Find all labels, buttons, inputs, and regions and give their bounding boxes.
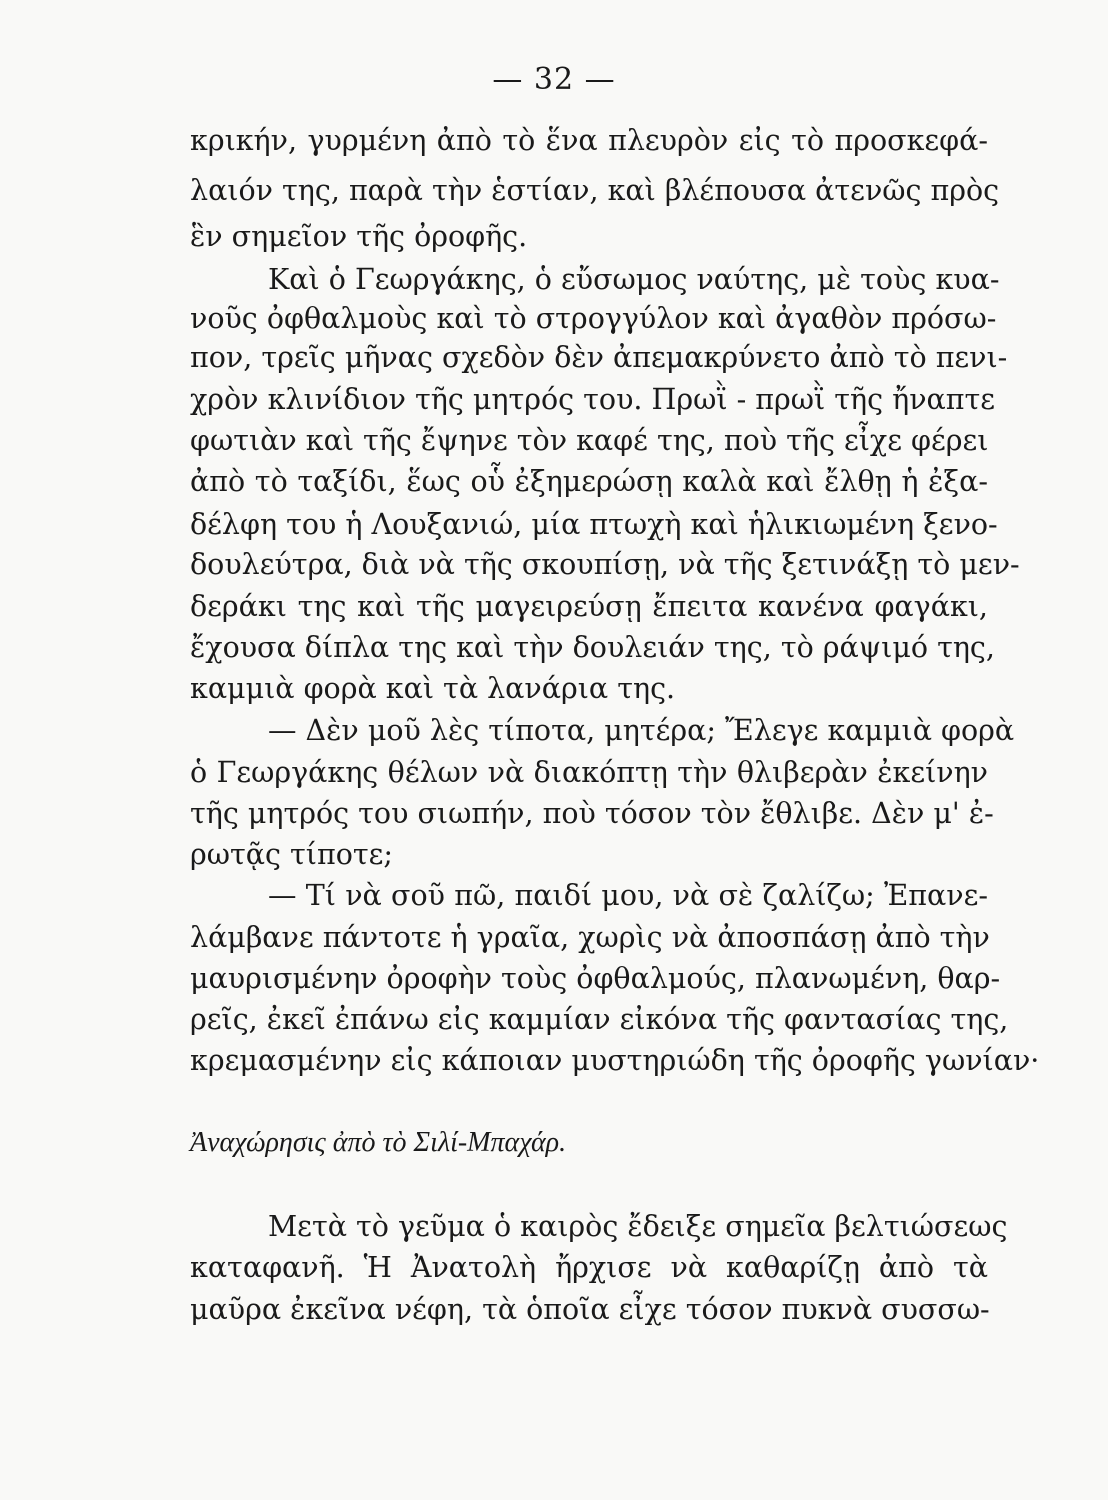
text-line: ὁ Γεωργάκης θέλων νὰ διακόπτῃ τὴν θλιβερὰν ἐκείνην — [190, 756, 988, 789]
text-line: ἔχουσα δίπλα της καὶ τὴν δουλειάν της, τὸ ράψιμό της, — [190, 631, 995, 664]
text-line: λάμβανε πάντοτε ἡ γραῖα, χωρὶς νὰ ἀποσπάσῃ ἀπὸ τὴν — [190, 921, 990, 954]
text-line: ρωτᾷς τίποτε; — [190, 838, 393, 871]
text-line: καταφανῆ. Ἡ Ἀνατολὴ ἤρχισε νὰ καθαρίζῃ ἀπὸ τὰ — [190, 1251, 988, 1284]
text-line: κρικήν, γυρμένη ἀπὸ τὸ ἕνα πλευρὸν εἰς τὸ προσκεφά- — [190, 124, 988, 157]
text-line: μαῦρα ἐκεῖνα νέφη, τὰ ὁποῖα εἶχε τόσον πυκνὰ συσσω- — [190, 1293, 990, 1326]
dialogue-line: — Δὲν μοῦ λὲς τίποτα, μητέρα; Ἔλεγε καμμιὰ φορὰ — [268, 714, 1015, 747]
text-line: δέλφη του ἡ Λουξανιώ, μία πτωχὴ καὶ ἡλικιωμένη ξενο- — [190, 508, 998, 541]
text-line: κρεμασμένην εἰς κάποιαν μυστηριώδη τῆς ὀροφῆς γωνίαν· — [190, 1044, 1040, 1077]
text-line: λαιόν της, παρὰ τὴν ἑστίαν, καὶ βλέπουσα ἀτενῶς πρὸς — [190, 174, 1000, 207]
dialogue-line: — Τί νὰ σοῦ πῶ, παιδί μου, νὰ σὲ ζαλίζω; Ἐπανε- — [268, 879, 988, 912]
text-line: τῆς μητρός του σιωπήν, ποὺ τόσον τὸν ἔθλιβε. Δὲν μ' ἐ- — [190, 797, 994, 830]
page-number: — 32 — — [492, 62, 616, 97]
text-line: χρὸν κλινίδιον τῆς μητρός του. Πρωῒ - πρωῒ τῆς ἤναπτε — [190, 383, 996, 416]
text-line: μαυρισμένην ὀροφὴν τοὺς ὀφθαλμούς, πλανωμένη, θαρ- — [190, 962, 1001, 995]
paragraph-first-line: Καὶ ὁ Γεωργάκης, ὁ εὔσωμος ναύτης, μὲ τοὺς κυα- — [268, 263, 1000, 296]
text-line: δεράκι της καὶ τῆς μαγειρεύσῃ ἔπειτα κανένα φαγάκι, — [190, 590, 988, 623]
text-line: ἀπὸ τὸ ταξίδι, ἕως οὗ ἐξημερώσῃ καλὰ καὶ ἔλθῃ ἡ ἐξα- — [190, 465, 988, 498]
text-line: πον, τρεῖς μῆνας σχεδὸν δὲν ἀπεμακρύνετο ἀπὸ τὸ πενι- — [190, 341, 1008, 374]
text-line: ρεῖς, ἐκεῖ ἐπάνω εἰς καμμίαν εἰκόνα τῆς φαντασίας της, — [190, 1003, 1009, 1036]
text-line: ἓν σημεῖον τῆς ὀροφῆς. — [190, 220, 528, 253]
section-heading: Ἀναχώρησις ἀπὸ τὸ Σιλί-Μπαχάρ. — [190, 1127, 567, 1158]
text-line: καμμιὰ φορὰ καὶ τὰ λανάρια της. — [190, 672, 676, 705]
text-line: νοῦς ὀφθαλμοὺς καὶ τὸ στρογγύλον καὶ ἀγαθὸν πρόσω- — [190, 302, 997, 335]
text-line: δουλεύτρα, διὰ νὰ τῆς σκουπίσῃ, νὰ τῆς ξετινάξῃ τὸ μεν- — [190, 548, 1020, 581]
text-line: φωτιὰν καὶ τῆς ἔψηνε τὸν καφέ της, ποὺ τῆς εἶχε φέρει — [190, 424, 989, 457]
paragraph-first-line: Μετὰ τὸ γεῦμα ὁ καιρὸς ἔδειξε σημεῖα βελτιώσεως — [268, 1210, 1008, 1243]
